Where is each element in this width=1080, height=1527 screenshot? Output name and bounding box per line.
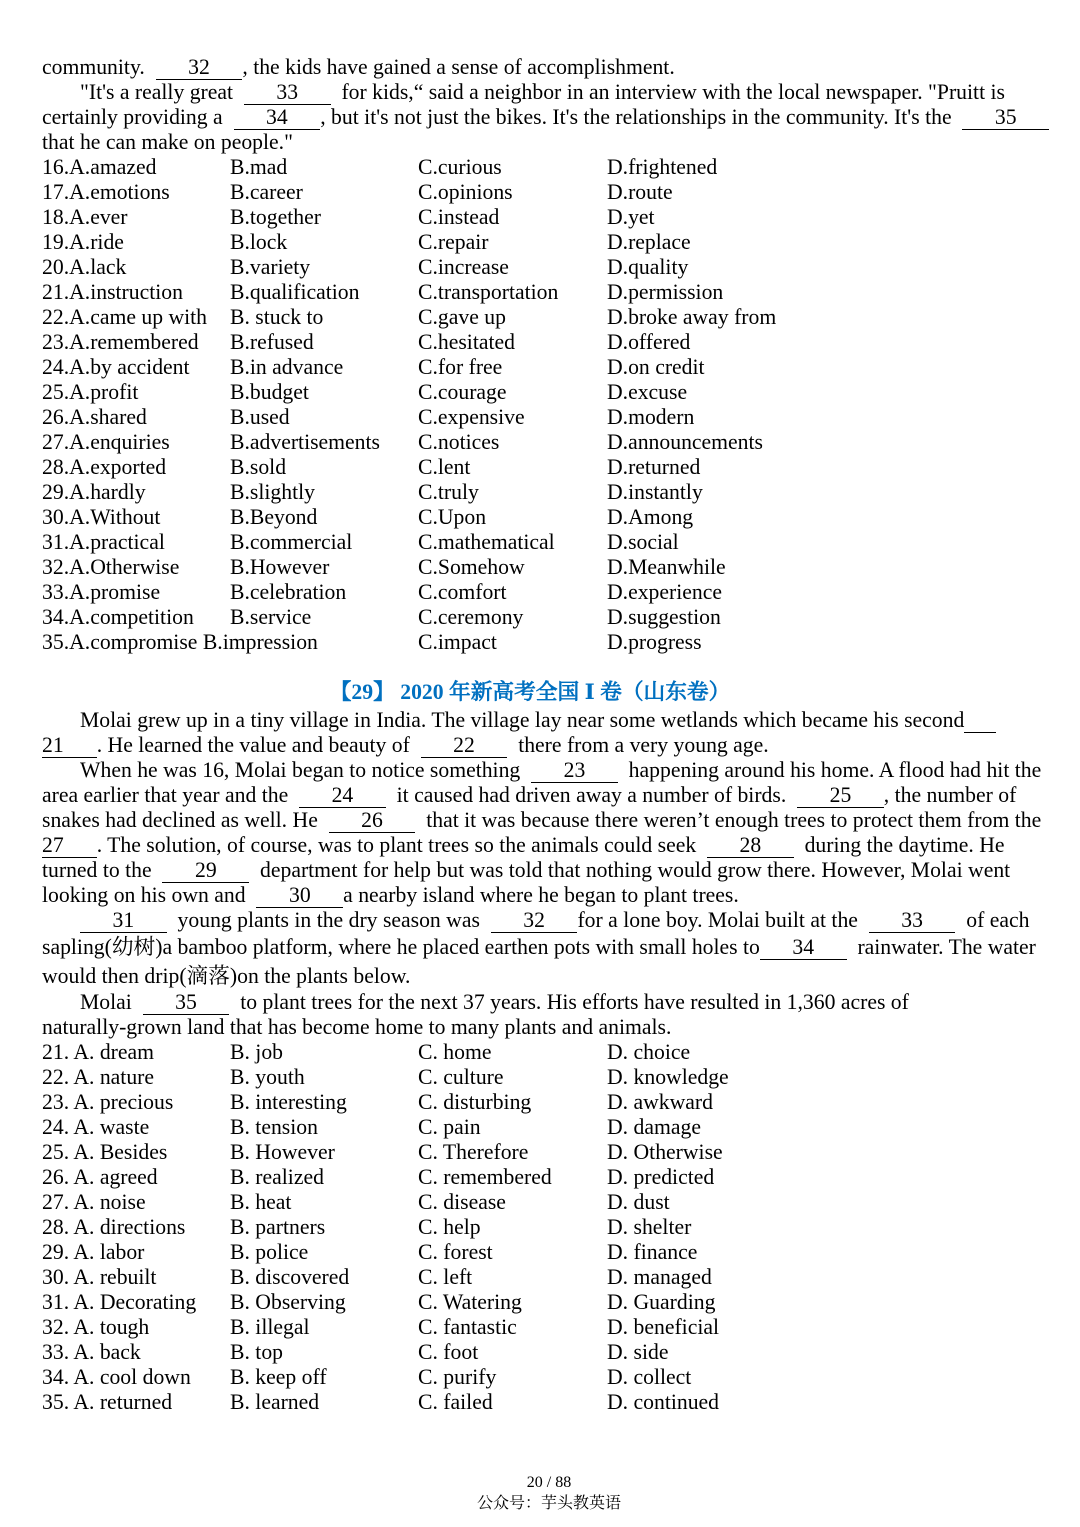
option-d: D.on credit bbox=[607, 355, 705, 379]
option-b: B.However bbox=[230, 555, 330, 579]
option-b: B.career bbox=[230, 180, 303, 204]
option-row bbox=[42, 555, 1052, 580]
text-run: would then drip(滴落)on the plants below. bbox=[42, 963, 411, 988]
text-run: turned to the bbox=[42, 858, 163, 882]
text-line bbox=[42, 130, 1052, 155]
text-run: Molai grew up in a tiny village in India. The village lay near some wetlands which became his second bbox=[80, 708, 965, 732]
option-c: C.Upon bbox=[418, 505, 487, 529]
cloze-blank: 26 bbox=[329, 808, 416, 833]
option-d: D.experience bbox=[607, 580, 722, 604]
option-b: B. tension bbox=[230, 1115, 318, 1139]
text-run: of each bbox=[955, 908, 1030, 932]
option-c: C.truly bbox=[418, 480, 479, 504]
option-b: B.refused bbox=[230, 330, 314, 354]
option-b: B.Beyond bbox=[230, 505, 318, 529]
option-row bbox=[42, 480, 1052, 505]
text-line bbox=[42, 783, 1052, 808]
option-d: D. awkward bbox=[607, 1090, 713, 1114]
option-b: B.advertisements bbox=[230, 430, 380, 454]
option-a: 21. A. dream bbox=[42, 1040, 155, 1064]
option-a: 33. A. back bbox=[42, 1340, 141, 1364]
option-a: 33.A.promise bbox=[42, 580, 161, 604]
text-run: there from a very young age. bbox=[507, 733, 769, 757]
option-a: 34.A.competition bbox=[42, 605, 194, 629]
option-d: D. managed bbox=[607, 1265, 712, 1289]
cloze-blank: 29 bbox=[162, 858, 249, 883]
option-d: D. Otherwise bbox=[607, 1140, 723, 1164]
option-row bbox=[42, 1065, 1052, 1090]
text-run: "It's a really great bbox=[80, 80, 244, 104]
text-line bbox=[42, 883, 1052, 908]
option-a: 31. A. Decorating bbox=[42, 1290, 197, 1314]
option-a: 34. A. cool down bbox=[42, 1365, 191, 1389]
text-line bbox=[42, 990, 1052, 1015]
option-b: B.variety bbox=[230, 255, 311, 279]
option-d: D. damage bbox=[607, 1115, 701, 1139]
option-a: 28. A. directions bbox=[42, 1215, 186, 1239]
option-a: 20.A.lack bbox=[42, 255, 127, 279]
option-b: B.budget bbox=[230, 380, 309, 404]
text-line bbox=[42, 808, 1052, 833]
option-row bbox=[42, 1290, 1052, 1315]
option-c: C.instead bbox=[418, 205, 500, 229]
text-run: community. bbox=[42, 55, 156, 79]
text-run: during the daytime. He bbox=[793, 833, 1005, 857]
option-row bbox=[42, 1240, 1052, 1265]
option-c: C.mathematical bbox=[418, 530, 555, 554]
cloze-blank bbox=[964, 708, 996, 733]
cloze-blank: 21 bbox=[42, 733, 97, 758]
passage-paragraph bbox=[42, 80, 1052, 155]
text-line bbox=[42, 858, 1052, 883]
option-row bbox=[42, 1190, 1052, 1215]
text-run: , the kids have gained a sense of accomplishment. bbox=[242, 55, 675, 79]
option-d: D.permission bbox=[607, 280, 724, 304]
text-run: naturally-grown land that has become home to many plants and animals. bbox=[42, 1015, 672, 1039]
option-c: C.repair bbox=[418, 230, 489, 254]
option-a: 27. A. noise bbox=[42, 1190, 146, 1214]
option-d: D.modern bbox=[607, 405, 695, 429]
option-a: 19.A.ride bbox=[42, 230, 124, 254]
option-d: D.instantly bbox=[607, 480, 703, 504]
option-row bbox=[42, 1040, 1052, 1065]
text-run: area earlier that year and the bbox=[42, 783, 300, 807]
cloze-blank: 32 bbox=[156, 55, 243, 80]
option-c: C.opinions bbox=[418, 180, 513, 204]
option-c: C.hesitated bbox=[418, 330, 515, 354]
page-content bbox=[42, 55, 1052, 1415]
option-d: D. collect bbox=[607, 1365, 692, 1389]
option-c: C. home bbox=[418, 1040, 492, 1064]
text-line bbox=[42, 1015, 1052, 1040]
option-row bbox=[42, 230, 1052, 255]
option-b: B.lock bbox=[230, 230, 288, 254]
text-run: happening around his home. A flood had hit the bbox=[617, 758, 1042, 782]
option-d: D.returned bbox=[607, 455, 701, 479]
option-c: C. foot bbox=[418, 1340, 479, 1364]
option-c: C. disease bbox=[418, 1190, 506, 1214]
option-b: B.service bbox=[230, 605, 312, 629]
option-c: C.gave up bbox=[418, 305, 506, 329]
passage-paragraph bbox=[42, 990, 1052, 1040]
option-a: 27.A.enquiries bbox=[42, 430, 170, 454]
option-row bbox=[42, 305, 1052, 330]
option-row bbox=[42, 455, 1052, 480]
option-c: C.ceremony bbox=[418, 605, 524, 629]
option-row bbox=[42, 255, 1052, 280]
cloze-blank: 33 bbox=[244, 80, 331, 105]
option-a: 32. A. tough bbox=[42, 1315, 150, 1339]
option-b: B.mad bbox=[230, 155, 288, 179]
option-c: C.lent bbox=[418, 455, 471, 479]
cloze-blank: 28 bbox=[707, 833, 794, 858]
text-line bbox=[42, 80, 1052, 105]
passage-paragraph bbox=[42, 708, 1052, 758]
answer-options-21-35 bbox=[42, 1040, 1052, 1415]
passage-paragraph bbox=[42, 55, 1052, 80]
text-run: looking on his own and bbox=[42, 883, 257, 907]
text-line bbox=[42, 933, 1052, 962]
cloze-passage-16-35 bbox=[42, 55, 1052, 155]
option-c: C.for free bbox=[418, 355, 503, 379]
option-row bbox=[42, 1390, 1052, 1415]
option-a: 31.A.practical bbox=[42, 530, 165, 554]
option-a: 22.A.came up with bbox=[42, 305, 208, 329]
option-a: 32.A.Otherwise bbox=[42, 555, 180, 579]
option-a: 28.A.exported bbox=[42, 455, 167, 479]
option-a: 26. A. agreed bbox=[42, 1165, 158, 1189]
text-run: snakes had declined as well. He bbox=[42, 808, 329, 832]
option-c: C.comfort bbox=[418, 580, 507, 604]
option-b: B. heat bbox=[230, 1190, 292, 1214]
option-c: C. left bbox=[418, 1265, 473, 1289]
option-c: C.increase bbox=[418, 255, 509, 279]
option-row bbox=[42, 380, 1052, 405]
option-row bbox=[42, 1090, 1052, 1115]
option-c: C.Somehow bbox=[418, 555, 525, 579]
text-run: Molai bbox=[80, 990, 143, 1014]
option-b: B.sold bbox=[230, 455, 287, 479]
option-row bbox=[42, 630, 1052, 655]
text-run: , but it's not just the bikes. It's the relationships in the community. It's the bbox=[320, 105, 963, 129]
option-row bbox=[42, 580, 1052, 605]
option-b: B. However bbox=[230, 1140, 335, 1164]
option-row bbox=[42, 405, 1052, 430]
option-a-b: 35.A.compromise B.impression bbox=[42, 630, 318, 654]
text-run: certainly providing a bbox=[42, 105, 234, 129]
option-b: B.commercial bbox=[230, 530, 353, 554]
option-c: C. help bbox=[418, 1215, 481, 1239]
option-c: C. failed bbox=[418, 1390, 493, 1414]
option-b: B. discovered bbox=[230, 1265, 350, 1289]
text-run: department for help but was told that nothing would grow there. However, Molai went bbox=[249, 858, 1011, 882]
option-c: C.expensive bbox=[418, 405, 525, 429]
option-d: D. Guarding bbox=[607, 1290, 716, 1314]
cloze-blank: 30 bbox=[256, 883, 343, 908]
text-line bbox=[42, 962, 1052, 991]
text-line bbox=[42, 105, 1052, 130]
text-run: a nearby island where he began to plant trees. bbox=[343, 883, 739, 907]
option-b: B. top bbox=[230, 1340, 284, 1364]
option-b: B. realized bbox=[230, 1165, 324, 1189]
option-b: B.slightly bbox=[230, 480, 315, 504]
text-run: to plant trees for the next 37 years. His efforts have resulted in 1,360 acres of bbox=[229, 990, 909, 1014]
option-b: B.together bbox=[230, 205, 321, 229]
cloze-blank: 24 bbox=[299, 783, 386, 808]
option-c: C.curious bbox=[418, 155, 502, 179]
text-run: for kids,“ said a neighbor in an interview with the local newspaper. "Pruitt is bbox=[330, 80, 1005, 104]
cloze-blank: 34 bbox=[760, 935, 847, 960]
option-c: C. culture bbox=[418, 1065, 504, 1089]
option-row bbox=[42, 155, 1052, 180]
option-b: B. youth bbox=[230, 1065, 305, 1089]
option-a: 30.A.Without bbox=[42, 505, 161, 529]
option-d: D.yet bbox=[607, 205, 655, 229]
text-run: , the number of bbox=[883, 783, 1017, 807]
option-c: C. fantastic bbox=[418, 1315, 517, 1339]
option-row bbox=[42, 355, 1052, 380]
text-line bbox=[42, 55, 1052, 80]
option-a: 18.A.ever bbox=[42, 205, 128, 229]
passage-paragraph bbox=[42, 758, 1052, 908]
option-c: C. Therefore bbox=[418, 1140, 529, 1164]
text-line bbox=[42, 908, 1052, 933]
footer-account-name: 公众号：芋头教英语 bbox=[476, 1493, 621, 1512]
option-d: D. knowledge bbox=[607, 1065, 729, 1089]
option-c: C. purify bbox=[418, 1365, 497, 1389]
cloze-blank: 22 bbox=[421, 733, 508, 758]
option-row bbox=[42, 1115, 1052, 1140]
cloze-blank: 35 bbox=[962, 105, 1049, 130]
option-row bbox=[42, 330, 1052, 355]
option-a: 16.A.amazed bbox=[42, 155, 157, 179]
option-d: D.suggestion bbox=[607, 605, 721, 629]
text-run: When he was 16, Molai began to notice something bbox=[80, 758, 532, 782]
option-row bbox=[42, 505, 1052, 530]
text-run: . He learned the value and beauty of bbox=[96, 733, 421, 757]
text-run: rainwater. The water bbox=[846, 935, 1036, 959]
option-c: C. Watering bbox=[418, 1290, 522, 1314]
option-d: D.announcements bbox=[607, 430, 763, 454]
option-b: B. partners bbox=[230, 1215, 326, 1239]
option-b: B. learned bbox=[230, 1390, 320, 1414]
option-a: 25.A.profit bbox=[42, 380, 139, 404]
option-b: B.in advance bbox=[230, 355, 344, 379]
option-d: D. predicted bbox=[607, 1165, 715, 1189]
cloze-passage-21-35 bbox=[42, 708, 1052, 1040]
text-line bbox=[42, 708, 1052, 733]
option-row bbox=[42, 280, 1052, 305]
option-a: 25. A. Besides bbox=[42, 1140, 168, 1164]
option-row bbox=[42, 605, 1052, 630]
text-run: for a lone boy. Molai built at the bbox=[577, 908, 869, 932]
option-a: 29.A.hardly bbox=[42, 480, 146, 504]
cloze-blank: 25 bbox=[797, 783, 884, 808]
option-d: D.offered bbox=[607, 330, 691, 354]
option-b: B. stuck to bbox=[230, 305, 324, 329]
page-footer bbox=[0, 1473, 1080, 1513]
option-b: B. keep off bbox=[230, 1365, 327, 1389]
text-run: it caused had driven away a number of birds. bbox=[385, 783, 798, 807]
option-c: C.transportation bbox=[418, 280, 559, 304]
option-row bbox=[42, 1265, 1052, 1290]
option-row bbox=[42, 1315, 1052, 1340]
option-d: D.Meanwhile bbox=[607, 555, 726, 579]
cloze-blank: 31 bbox=[80, 908, 167, 933]
option-b: B. illegal bbox=[230, 1315, 310, 1339]
option-b: B. interesting bbox=[230, 1090, 347, 1114]
option-d: D.quality bbox=[607, 255, 689, 279]
option-d: D. dust bbox=[607, 1190, 670, 1214]
option-a: 22. A. nature bbox=[42, 1065, 155, 1089]
option-b: B. police bbox=[230, 1240, 309, 1264]
option-row bbox=[42, 205, 1052, 230]
option-row bbox=[42, 180, 1052, 205]
option-d: D.excuse bbox=[607, 380, 688, 404]
option-d: D. finance bbox=[607, 1240, 698, 1264]
option-a: 23.A.remembered bbox=[42, 330, 199, 354]
text-run: that it was because there weren’t enough trees to protect them from the bbox=[415, 808, 1042, 832]
option-c: C.impact bbox=[418, 630, 497, 654]
text-run: that he can make on people." bbox=[42, 130, 293, 154]
option-c: C. disturbing bbox=[418, 1090, 532, 1114]
option-row bbox=[42, 530, 1052, 555]
text-line bbox=[42, 733, 1052, 758]
option-a: 35. A. returned bbox=[42, 1390, 173, 1414]
option-d: D. choice bbox=[607, 1040, 691, 1064]
option-a: 26.A.shared bbox=[42, 405, 147, 429]
option-a: 24.A.by accident bbox=[42, 355, 190, 379]
cloze-blank: 32 bbox=[491, 908, 578, 933]
text-run: young plants in the dry season was bbox=[166, 908, 491, 932]
option-d: D.social bbox=[607, 530, 679, 554]
option-row bbox=[42, 1215, 1052, 1240]
option-d: D.Among bbox=[607, 505, 694, 529]
option-a: 30. A. rebuilt bbox=[42, 1265, 157, 1289]
option-d: D.progress bbox=[607, 630, 702, 654]
section-heading: 【29】 2020 年新高考全国 Ⅰ 卷（山东卷） bbox=[329, 680, 731, 704]
page-number: 20 / 88 bbox=[526, 1474, 572, 1491]
cloze-blank: 23 bbox=[531, 758, 618, 783]
text-line bbox=[42, 758, 1052, 783]
option-a: 24. A. waste bbox=[42, 1115, 150, 1139]
option-row bbox=[42, 1165, 1052, 1190]
option-d: D. side bbox=[607, 1340, 669, 1364]
option-row bbox=[42, 1140, 1052, 1165]
option-c: C. remembered bbox=[418, 1165, 552, 1189]
option-b: B.used bbox=[230, 405, 290, 429]
option-d: D. continued bbox=[607, 1390, 720, 1414]
option-b: B.celebration bbox=[230, 580, 347, 604]
cloze-blank: 27 bbox=[42, 833, 97, 858]
option-b: B. Observing bbox=[230, 1290, 346, 1314]
option-d: D.route bbox=[607, 180, 673, 204]
option-a: 21.A.instruction bbox=[42, 280, 183, 304]
option-d: D.broke away from bbox=[607, 305, 777, 329]
text-line bbox=[42, 833, 1052, 858]
cloze-blank: 35 bbox=[143, 990, 230, 1015]
option-c: C.courage bbox=[418, 380, 507, 404]
option-d: D. beneficial bbox=[607, 1315, 719, 1339]
text-run: . The solution, of course, was to plant trees so the animals could seek bbox=[96, 833, 708, 857]
option-row bbox=[42, 1365, 1052, 1390]
option-a: 17.A.emotions bbox=[42, 180, 170, 204]
cloze-blank: 34 bbox=[234, 105, 321, 130]
passage-paragraph bbox=[42, 908, 1052, 990]
text-run: sapling(幼树)a bamboo platform, where he placed earthen pots with small holes to bbox=[42, 935, 760, 959]
option-c: C.notices bbox=[418, 430, 500, 454]
option-b: B. job bbox=[230, 1040, 284, 1064]
option-row bbox=[42, 430, 1052, 455]
answer-options-16-35 bbox=[42, 155, 1052, 655]
option-d: D. shelter bbox=[607, 1215, 692, 1239]
cloze-blank: 33 bbox=[869, 908, 956, 933]
option-a: 23. A. precious bbox=[42, 1090, 174, 1114]
option-d: D.replace bbox=[607, 230, 691, 254]
option-b: B.qualification bbox=[230, 280, 360, 304]
option-c: C. forest bbox=[418, 1240, 493, 1264]
option-d: D.frightened bbox=[607, 155, 718, 179]
option-row bbox=[42, 1340, 1052, 1365]
option-a: 29. A. labor bbox=[42, 1240, 145, 1264]
option-c: C. pain bbox=[418, 1115, 481, 1139]
